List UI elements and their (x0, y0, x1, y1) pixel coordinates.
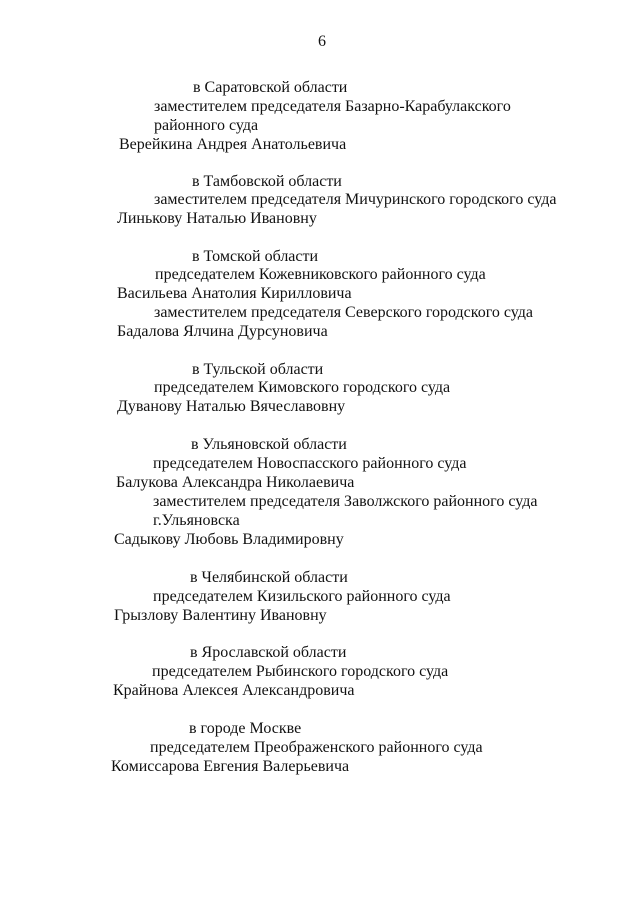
entry-position: заместителем председателя Мичуринского городского суда (154, 191, 557, 208)
entry-position: председателем Кожевниковского районного суда (155, 266, 486, 283)
entry-position: председателем Новоспасского районного суда (153, 455, 467, 472)
entry-name: Линькову Наталью Ивановну (117, 210, 317, 227)
entry-name: Садыкову Любовь Владимировну (114, 531, 344, 548)
entry-position: заместителем председателя Базарно-Карабулакского (154, 98, 511, 115)
entry-name: Бадалова Ялчина Дурсуновича (117, 323, 328, 340)
section-region: в Томской области (192, 248, 319, 265)
entry-position: заместителем председателя Северского городского суда (154, 304, 534, 321)
entry-position: председателем Кизильского районного суда (153, 588, 451, 605)
entry-position: председателем Преображенского районного суда (150, 739, 483, 756)
section-region: в Тамбовской области (192, 173, 342, 190)
entry-name: Дуванову Наталью Вячеславовну (117, 398, 346, 415)
entry-position: г.Ульяновска (153, 512, 240, 529)
section-region: в городе Москве (189, 720, 302, 737)
entry-name: Крайнова Алексея Александровича (113, 682, 355, 699)
page-number: 6 (318, 33, 326, 50)
section-region: в Ульяновской области (191, 436, 347, 453)
section-region: в Челябинской области (190, 569, 348, 586)
entry-name: Васильева Анатолия Кирилловича (117, 285, 352, 302)
entry-position: заместителем председателя Заволжского районного суда (153, 493, 538, 510)
section-region: в Ярославской области (190, 644, 347, 661)
entry-name: Верейкина Андрея Анатольевича (119, 136, 347, 153)
entry-name: Комиссарова Евгения Валерьевича (111, 758, 350, 775)
entry-position: председателем Кимовского городского суда (154, 379, 451, 396)
section-region: в Тульской области (192, 361, 324, 378)
entry-position: районного суда (154, 117, 259, 134)
entry-name: Грызлову Валентину Ивановну (114, 607, 327, 624)
entry-name: Балукова Александра Николаевича (116, 474, 355, 491)
entry-position: председателем Рыбинского городского суда (152, 663, 449, 680)
section-region: в Саратовской области (193, 79, 348, 96)
